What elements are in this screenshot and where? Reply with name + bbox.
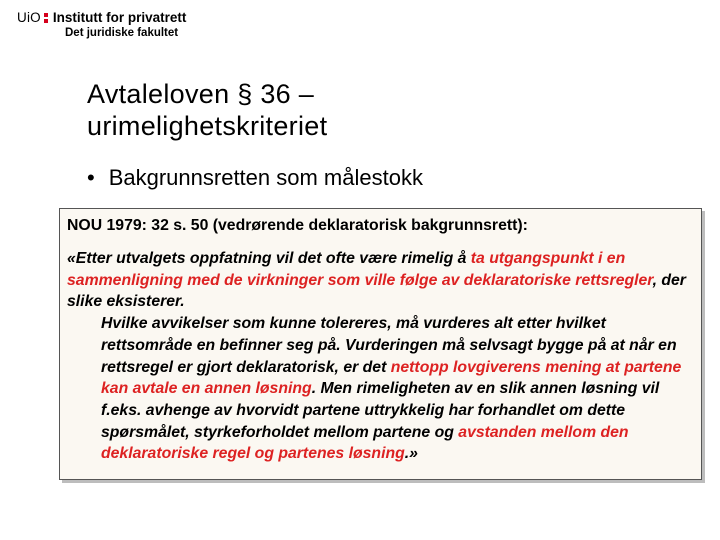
- quote-text: Hvilke avvikelser som kunne tolereres, må vurderes alt etter hvilket rettsområde en befinner seg på. Vurderingen må selvsagt bygge på at når en rettsregel er gjort deklaratorisk, er det: [101, 315, 677, 376]
- quote-highlight: ta utgangspunkt i en sammenligning med de virkninger som ville følge av deklaratoriske rettsregler: [67, 250, 653, 289]
- title-line-1: Avtaleloven § 36 –: [87, 79, 315, 109]
- institution-logo: [17, 10, 186, 26]
- quote-paragraph-2: [67, 313, 695, 465]
- institution-header: [17, 10, 186, 40]
- bullet-icon: •: [87, 165, 95, 190]
- uio-logo-text: UiO: [17, 10, 41, 25]
- slide-title: [87, 78, 647, 142]
- quote-highlight: nettopp lovgiverens mening at partene kan avtale en annen løsning: [101, 358, 682, 398]
- quote-text: «Etter utvalgets oppfatning vil det ofte være rimelig å: [67, 250, 471, 267]
- quote-text: , der slike eksisterer.: [67, 271, 686, 311]
- quote-paragraph-1: [67, 248, 695, 313]
- institute-name: Institutt for privatrett: [52, 10, 187, 25]
- bullet-item: [87, 164, 423, 192]
- quote-text: .»: [404, 445, 418, 463]
- quote-text: . Men rimeligheten av en slik annen løsning vil f.eks. avhenge av hvorvidt partene uttrykkelig har forhandlet om dette spørsmålet, styrkeforholdet mellom partene og: [101, 380, 660, 441]
- quote-highlight: avstanden mellom den deklaratoriske regel og partenes løsning: [101, 423, 629, 463]
- quote-reference: NOU 1979: 32 s. 50 (vedrørende deklaratorisk bakgrunnsrett):: [67, 217, 528, 234]
- bullet-text: Bakgrunnsretten som målestokk: [108, 165, 423, 190]
- title-line-2: urimelighetskriteriet: [87, 111, 328, 141]
- uio-colon-icon: [44, 12, 49, 24]
- quote-box: [59, 208, 702, 480]
- faculty-name: Det juridiske fakultet: [65, 27, 179, 39]
